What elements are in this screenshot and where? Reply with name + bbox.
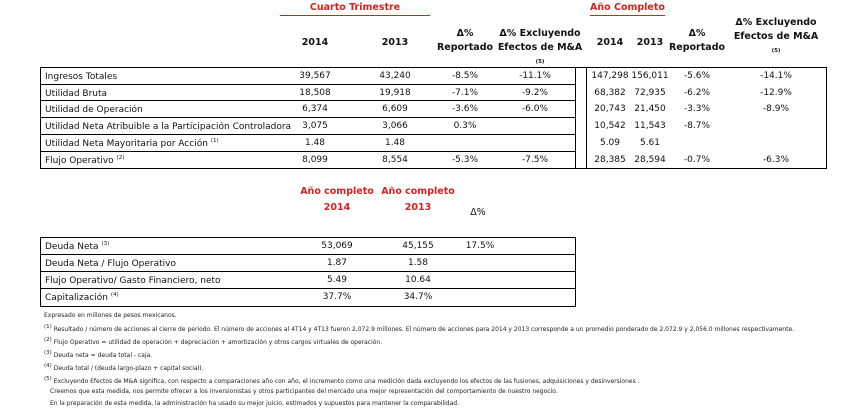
cell-a: 5.49 <box>326 275 348 285</box>
cell-y-excl: -12.9% <box>760 88 792 98</box>
cell-y2013: 156,011 <box>631 71 669 81</box>
cell-q2014: 18,508 <box>299 88 331 98</box>
cell-q-rep: -7.1% <box>451 88 479 98</box>
cell-y-excl: -14.1% <box>760 71 792 81</box>
cell-q2014: 6,374 <box>302 104 328 114</box>
col-header-c: Δ% <box>470 207 486 218</box>
cell-y-rep: -8.7% <box>683 121 711 131</box>
cell-b: 10.64 <box>405 275 431 285</box>
cell-y2014: 10,542 <box>594 121 626 131</box>
row-label: Utilidad Bruta <box>45 89 108 99</box>
cell-q2013: 6,609 <box>382 104 408 114</box>
footnote-5-cont-1: Creemos que esta medida, nos permite ofrecer a los inversionistas y otros participantes del mercado una mejor representación del comportamiento de nuestro negocio. <box>50 388 558 395</box>
footnote-5-cont-2: En la preparación de esta medida, la administración ha usado su mejor juicio, estimados y supuestos para mantener la comparabilidad. <box>50 400 459 407</box>
cell-y2014: 28,385 <box>594 155 626 165</box>
cell-q-rep: -3.6% <box>451 104 479 114</box>
row-label: Deuda Neta $^{(3)}$ <box>45 241 110 252</box>
cell-y-excl: -8.9% <box>762 104 790 114</box>
col-header-y-excl: Δ% Excluyendo Efectos de M&A (5) <box>733 17 819 54</box>
bottom-table-bottom-border <box>40 306 575 307</box>
footnote-3: (3) Deuda neta = deuda total - caja. <box>44 350 153 359</box>
row-label: Utilidad de Operación <box>45 105 143 115</box>
cell-y2013: 72,935 <box>634 88 666 98</box>
row-label: Flujo Operativo/ Gasto Financiero, neto <box>45 276 221 286</box>
cell-y-rep: -6.2% <box>683 88 711 98</box>
bottom-table-top-border <box>40 237 575 238</box>
cell-q2013: 8,554 <box>382 155 408 165</box>
cell-a: 53,069 <box>321 241 353 251</box>
col-header-y2014: 2014 <box>596 37 624 48</box>
group-header-quarter: Cuarto Trimestre <box>309 2 401 13</box>
group-header-year: Año Completo <box>590 2 665 13</box>
cell-b: 34.7% <box>403 292 433 302</box>
cell-q2013: 43,240 <box>379 71 411 81</box>
col-header-y2013: 2013 <box>636 37 664 48</box>
cell-y2013: 28,594 <box>634 155 666 165</box>
cell-q2014: 1.48 <box>304 138 326 148</box>
cell-y-rep: -3.3% <box>683 104 711 114</box>
col-header-q2014: 2014 <box>301 37 329 48</box>
cell-a: 37.7% <box>322 292 352 302</box>
cell-y2014: 20,743 <box>594 104 626 114</box>
col-header-q2013: 2013 <box>381 37 409 48</box>
cell-q-rep: -8.5% <box>451 71 479 81</box>
footnote-1: (1) Resultado / número de acciones al cierre de periodo. El número de acciones al 4T14 y 4T13 fueron 2,072.9 millones. El número de acciones para 2014 y 2013 corresponde a un promedio ponderado de 2,072.9 y 2,056.0 millones respectivamente. <box>44 324 795 333</box>
cell-q2013: 1.48 <box>384 138 406 148</box>
cell-q2014: 3,075 <box>302 121 328 131</box>
footnote-5: (5) Excluyendo Efectos de M&A significa, con respecto a comparaciones año con año, el incremento como una medición dada excluyendo los efectos de las fusiones, adquisiciones y desinversiones . <box>44 376 640 385</box>
col-header-b: Año completo 2013 <box>381 186 455 213</box>
cell-a: 1.87 <box>326 258 348 268</box>
cell-q2013: 19,918 <box>379 88 411 98</box>
col-header-a: Año completo 2014 <box>300 186 374 213</box>
cell-q2014: 39,567 <box>299 71 331 81</box>
cell-y-excl: -6.3% <box>762 155 790 165</box>
cell-y2013: 5.61 <box>639 138 661 148</box>
footnote-2: (2) Flujo Operativo = utilidad de operación + depreciación + amortización y otros cargos virtuales de operación. <box>44 337 383 346</box>
cell-y2014: 68,382 <box>594 88 626 98</box>
cell-y2013: 21,450 <box>634 104 666 114</box>
cell-q2014: 8,099 <box>302 155 328 165</box>
col-header-y-rep: Δ% Reportado <box>668 28 726 53</box>
top-table-top-border <box>40 67 826 68</box>
cell-b: 45,155 <box>402 241 434 251</box>
cell-y-rep: -0.7% <box>683 155 711 165</box>
cell-q2013: 3,066 <box>382 121 408 131</box>
top-table-bottom-border <box>40 168 826 169</box>
row-label: Flujo Operativo $^{(2)}$ <box>45 155 125 166</box>
cell-q-rep: -5.3% <box>451 155 479 165</box>
cell-y2014: 5.09 <box>599 138 621 148</box>
cell-b: 1.58 <box>407 258 429 268</box>
cell-y-rep: -5.6% <box>683 71 711 81</box>
cell-q-rep: 0.3% <box>453 121 477 131</box>
cell-y2014: 147,298 <box>591 71 629 81</box>
row-label: Deuda Neta / Flujo Operativo <box>45 259 176 269</box>
row-label: Utilidad Neta Mayoritaria por Acción $^{(1)}$ <box>45 138 219 149</box>
cell-y2013: 11,543 <box>634 121 666 131</box>
cell-q-excl: -11.1% <box>519 71 551 81</box>
group-underline-quarter <box>280 15 430 16</box>
footnote-units: Expresado en millones de pesos mexicanos. <box>44 312 177 319</box>
col-header-q-excl: Δ% Excluyendo Efectos de M&A $^{(5)}$ <box>497 28 583 65</box>
cell-q-excl: -6.0% <box>521 104 549 114</box>
group-underline-year <box>590 15 665 16</box>
footnote-4: (4) Deuda total / (deuda largo-plazo + capital social). <box>44 363 204 372</box>
cell-q-excl: -9.2% <box>521 88 549 98</box>
row-label: Capitalización $^{(4)}$ <box>45 292 119 303</box>
cell-c: 17.5% <box>465 241 495 251</box>
row-label: Utilidad Neta Atribuible a la Participación Controladora <box>45 122 292 132</box>
row-label: Ingresos Totales <box>45 72 118 82</box>
col-header-q-rep: Δ% Reportado <box>436 28 494 53</box>
cell-q-excl: -7.5% <box>521 155 549 165</box>
